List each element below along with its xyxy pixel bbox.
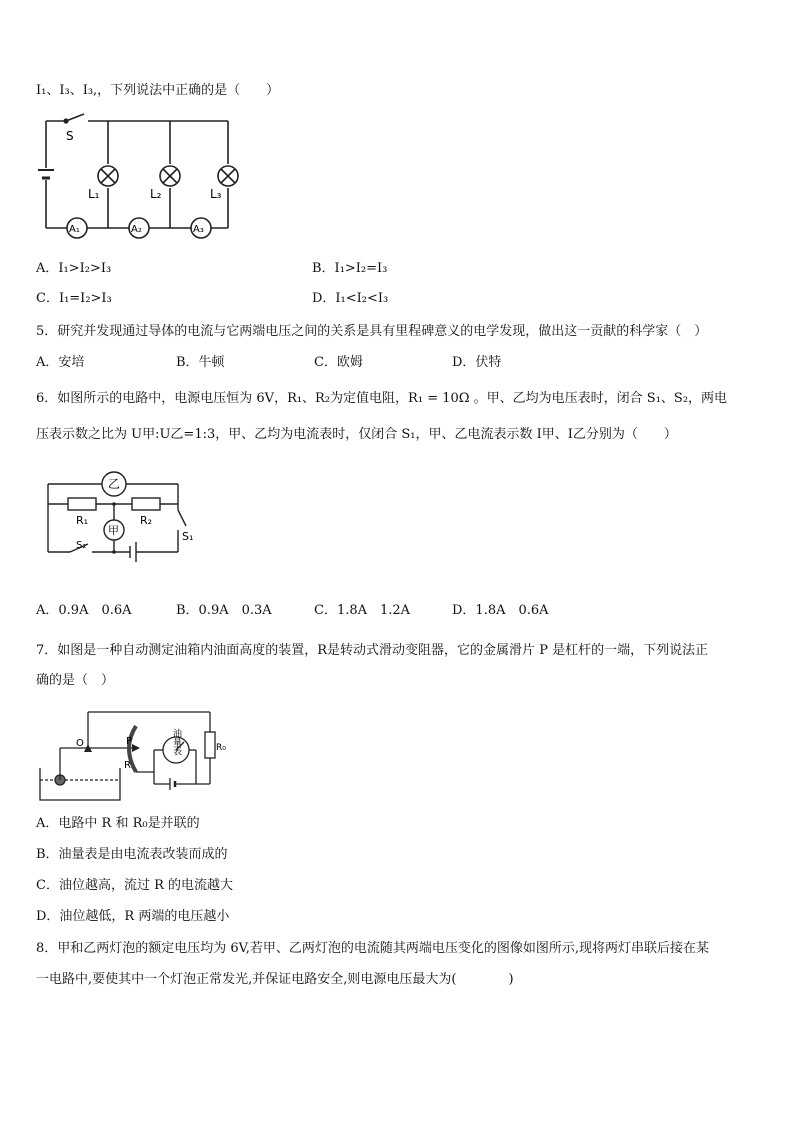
q8-stem-line-2: 一电路中,要使其中一个灯泡正常发光,并保证电路安全,则电源电压最大为( ) <box>36 972 514 987</box>
q4-ammeter-3-label: A₃ <box>193 224 204 235</box>
q7-option-a: A．电路中 R 和 R₀是并联的 <box>36 816 200 831</box>
q6-option-c: C．1.8A 1.2A <box>314 603 411 618</box>
q4-circuit-figure <box>36 108 246 243</box>
q7-stem-line-2: 确的是（ ） <box>36 673 115 688</box>
q5-stem: 5．研究并发现通过导体的电流与它两端电压之间的关系是具有里程碑意义的电学发现，做出这一贡献的科学家（ ） <box>36 324 708 339</box>
q6-meter-yi-label: 乙 <box>108 477 121 491</box>
q7-option-d: D．油位越低，R 两端的电压越小 <box>36 909 230 924</box>
q4-lamp-1-label: L₁ <box>88 187 100 201</box>
q7-pivot-label: O <box>76 738 84 749</box>
q4-lamp-2-label: L₂ <box>150 187 162 201</box>
q6-r1-label: R₁ <box>76 514 89 527</box>
q6-option-a: A．0.9A 0.6A <box>36 603 132 618</box>
q7-stem-line-1: 7．如图是一种自动测定油箱内油面高度的装置，R是转动式滑动变阻器，它的金属滑片 P 是杠杆的一端，下列说法正 <box>36 643 709 658</box>
q6-s2-label: S₂ <box>76 540 87 551</box>
q5-option-c: C．欧姆 <box>314 355 363 370</box>
q4-option-b: B．I₁>I₂=I₃ <box>312 261 388 276</box>
q7-resistor-label: R <box>124 760 131 771</box>
q5-option-d: D．伏特 <box>452 355 502 370</box>
q7-option-c: C．油位越高，流过 R 的电流越大 <box>36 878 233 893</box>
q7-oil-gauge-figure <box>36 708 226 804</box>
q7-option-b: B．油量表是由电流表改装而成的 <box>36 847 228 862</box>
q7-slider-label: P <box>126 736 133 747</box>
q4-stem: I₁、I₃、I₃,，下列说法中正确的是（ ） <box>36 83 280 98</box>
q6-meter-jia-label: 甲 <box>108 524 119 537</box>
q5-option-a: A．安培 <box>36 355 85 370</box>
q4-option-d: D．I₁<I₂<I₃ <box>312 291 389 306</box>
q4-switch-label: S <box>66 129 74 143</box>
q6-circuit-figure <box>36 462 201 572</box>
q7-r0-label: R₀ <box>216 743 226 753</box>
q4-option-a: A．I₁>I₂>I₃ <box>36 261 112 276</box>
q8-stem-line-1: 8．甲和乙两灯泡的额定电压均为 6V,若甲、乙两灯泡的电流随其两端电压变化的图像如图所示,现将两灯串联后接在某 <box>36 941 710 956</box>
q4-lamp-3-label: L₃ <box>210 187 222 201</box>
q5-option-b: B．牛顿 <box>176 355 225 370</box>
q4-ammeter-1-label: A₁ <box>69 224 80 235</box>
q6-s1-label: S₁ <box>182 530 194 543</box>
q6-option-b: B．0.9A 0.3A <box>176 603 272 618</box>
q4-option-c: C．I₁=I₂>I₃ <box>36 291 112 306</box>
q4-ammeter-2-label: A₂ <box>131 224 142 235</box>
q6-r2-label: R₂ <box>140 514 153 527</box>
q6-stem-line-1: 6．如图所示的电路中，电源电压恒为 6V，R₁、R₂为定值电阻，R₁ = 10Ω 。甲、乙均为电压表时，闭合 S₁、S₂，两电 <box>36 391 728 406</box>
q7-meter-label: 油量表 <box>171 728 181 756</box>
q6-option-d: D．1.8A 0.6A <box>452 603 549 618</box>
q6-stem-line-2: 压表示数之比为 U甲:U乙=1:3，甲、乙均为电流表时，仅闭合 S₁，甲、乙电流表示数 I甲、I乙分别为（ ） <box>36 427 677 442</box>
